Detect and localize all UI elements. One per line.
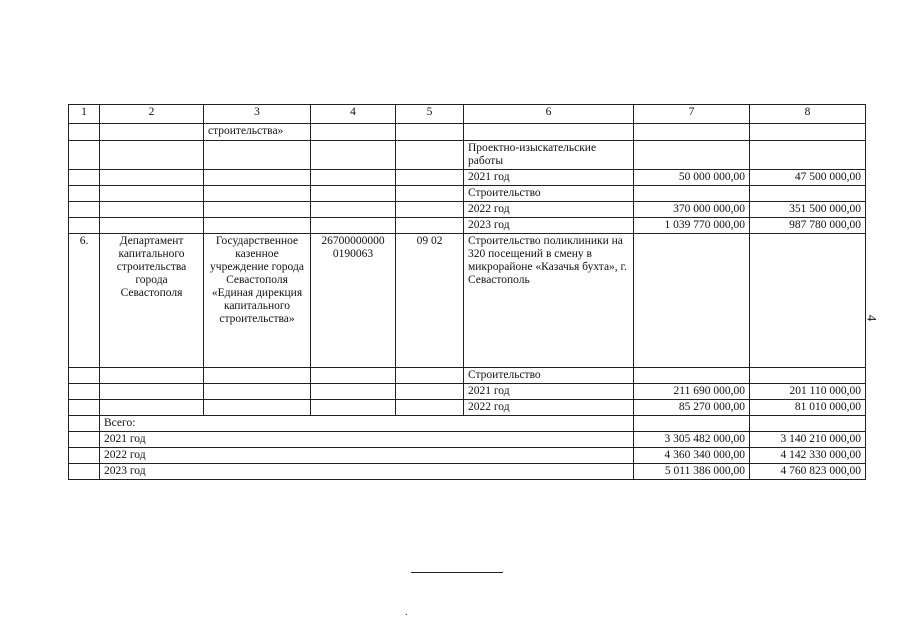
header-cell: 7 — [634, 105, 750, 124]
object-name: Строительство поликлиники на 320 посещений в смену в микрорайоне «Казачья бухта», г. Севастополь — [464, 234, 634, 368]
amount-7 — [634, 368, 750, 384]
header-cell: 2 — [100, 105, 204, 124]
totals-row — [69, 464, 866, 480]
budget-code: 26700000000 0190063 — [311, 234, 396, 368]
totals-row — [69, 432, 866, 448]
table-row — [69, 368, 866, 384]
amount-7 — [634, 186, 750, 202]
department-name: Департамент капитального строительства города Севастополя — [100, 234, 204, 368]
total-amount-7: 4 360 340 000,00 — [634, 448, 750, 464]
row-label: Строительство — [464, 186, 634, 202]
row-label: Проектно-изыскательские работы — [464, 141, 634, 170]
amount-8: 81 010 000,00 — [750, 400, 866, 416]
row-label: 2021 год — [464, 170, 634, 186]
header-cell: 5 — [396, 105, 464, 124]
total-year: 2022 год — [100, 448, 634, 464]
total-year: 2021 год — [100, 432, 634, 448]
table-row — [69, 218, 866, 234]
amount-7: 85 270 000,00 — [634, 400, 750, 416]
total-amount-7: 5 011 386 000,00 — [634, 464, 750, 480]
org-continuation: строительства» — [204, 124, 311, 141]
header-cell: 8 — [750, 105, 866, 124]
amount-7 — [634, 141, 750, 170]
row-label: 2021 год — [464, 384, 634, 400]
header-cell: 6 — [464, 105, 634, 124]
amount-7: 211 690 000,00 — [634, 384, 750, 400]
amount-7: 1 039 770 000,00 — [634, 218, 750, 234]
amount-7: 370 000 000,00 — [634, 202, 750, 218]
table-row — [69, 170, 866, 186]
budget-table — [68, 104, 866, 480]
table-row — [69, 384, 866, 400]
amount-8 — [750, 186, 866, 202]
table-row — [69, 234, 866, 368]
total-amount-8: 4 142 330 000,00 — [750, 448, 866, 464]
amount-8: 201 110 000,00 — [750, 384, 866, 400]
header-row — [69, 105, 866, 124]
totals-label: Всего: — [100, 416, 634, 432]
amount-8: 351 500 000,00 — [750, 202, 866, 218]
row-label: 2023 год — [464, 218, 634, 234]
amount-8 — [750, 368, 866, 384]
total-amount-8: 3 140 210 000,00 — [750, 432, 866, 448]
item-number: 6. — [69, 234, 100, 368]
table-row — [69, 400, 866, 416]
table-row — [69, 202, 866, 218]
page-number: 4 — [864, 314, 880, 322]
table-row — [69, 141, 866, 170]
amount-8: 987 780 000,00 — [750, 218, 866, 234]
amount-8 — [750, 141, 866, 170]
table-row — [69, 186, 866, 202]
total-amount-8: 4 760 823 000,00 — [750, 464, 866, 480]
header-cell: 4 — [311, 105, 396, 124]
row-label: 2022 год — [464, 400, 634, 416]
footer-divider — [411, 572, 503, 573]
header-cell: 1 — [69, 105, 100, 124]
header-cell: 3 — [204, 105, 311, 124]
totals-row — [69, 448, 866, 464]
row-label: Строительство — [464, 368, 634, 384]
scan-dot: . — [405, 607, 408, 618]
row-label: 2022 год — [464, 202, 634, 218]
amount-7: 50 000 000,00 — [634, 170, 750, 186]
total-amount-7: 3 305 482 000,00 — [634, 432, 750, 448]
budget-section: 09 02 — [396, 234, 464, 368]
totals-header-row — [69, 416, 866, 432]
amount-8: 47 500 000,00 — [750, 170, 866, 186]
total-year: 2023 год — [100, 464, 634, 480]
organization-name: Государственное казенное учреждение города Севастополя «Единая дирекция капитального строительства» — [204, 234, 311, 368]
table-row — [69, 124, 866, 141]
